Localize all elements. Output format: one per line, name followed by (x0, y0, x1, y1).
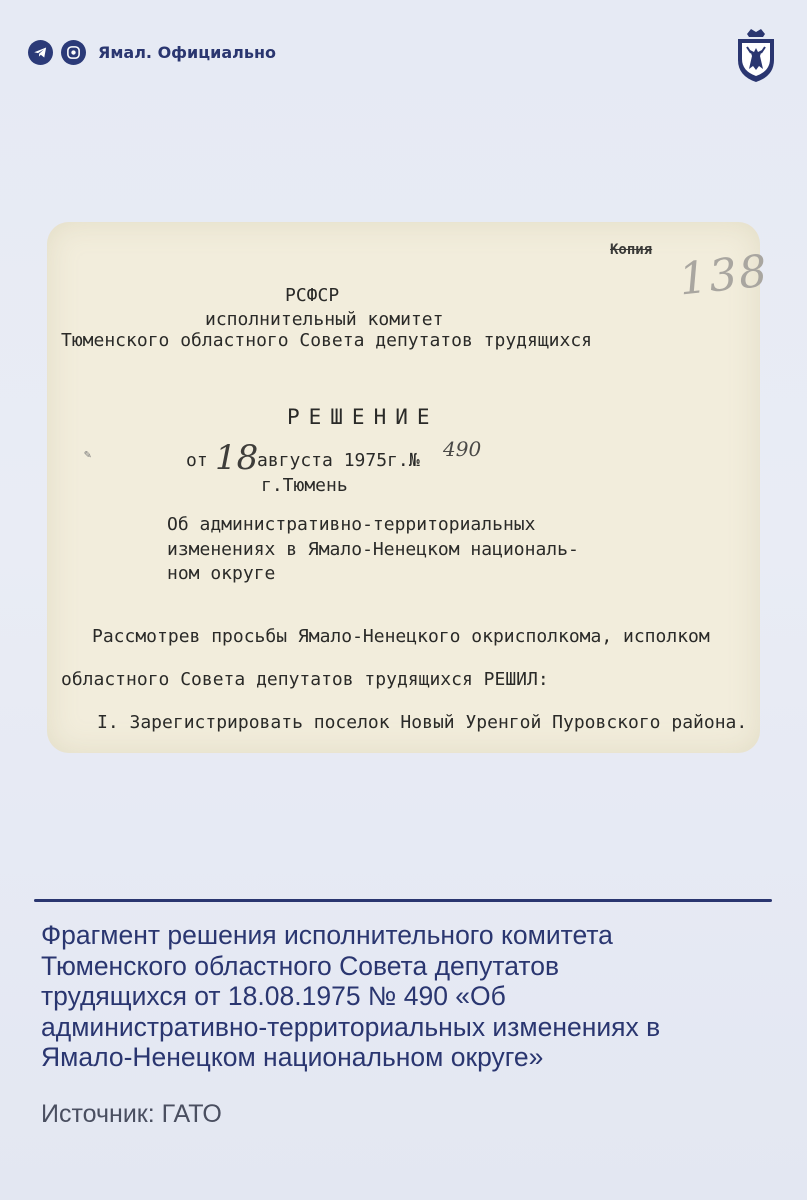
page-number-handwritten: 138 (676, 245, 772, 306)
vk-icon[interactable] (61, 40, 86, 65)
divider (34, 899, 772, 902)
doc-header-committee: исполнительный комитет (205, 309, 444, 330)
doc-date-month-year: августа 1975г. (257, 450, 409, 471)
paper-mark: ✎ (84, 447, 92, 461)
doc-subject-line-1: Об административно-территориальных (167, 514, 536, 535)
doc-city: г.Тюмень (261, 475, 348, 496)
copy-stamp: Копия (610, 242, 653, 258)
doc-date-prefix: от (186, 450, 208, 471)
header (28, 40, 276, 65)
source-text: Источник: ГАТО (41, 1100, 222, 1128)
caption-text: Фрагмент решения исполнительного комитета Тюменского областного Совета депутатов трудящихся от 18.08.1975 № 490 «Об административно-территориальных изменениях в Ямало-Ненецком национальном округе» (41, 920, 661, 1072)
brand-name: Ямал. Официально (98, 43, 276, 62)
doc-number-handwritten: 490 (443, 437, 482, 461)
doc-header-council: Тюменского областного Совета депутатов трудящихся (61, 330, 593, 351)
doc-subject-line-3: ном округе (167, 563, 276, 584)
doc-body-line-1: Рассмотрев просьбы Ямало-Ненецкого окрисполкома, исполком (92, 626, 710, 647)
doc-subject-line-2: изменениях в Ямало-Ненецком националь- (167, 539, 579, 560)
telegram-icon[interactable] (28, 40, 53, 65)
doc-header-rsfsr: РСФСР (285, 285, 340, 306)
archive-document-image (47, 222, 772, 753)
doc-body-line-3: I. Зарегистрировать поселок Новый Уренгой Пуровского района. (97, 712, 748, 733)
doc-number-sign: № (409, 450, 420, 471)
doc-title: РЕШЕНИЕ (287, 405, 439, 429)
yamal-emblem-icon (733, 26, 779, 84)
doc-date-day-handwritten: 18 (215, 438, 259, 478)
doc-body-line-2: областного Совета депутатов трудящихся РЕШИЛ: (61, 669, 549, 690)
